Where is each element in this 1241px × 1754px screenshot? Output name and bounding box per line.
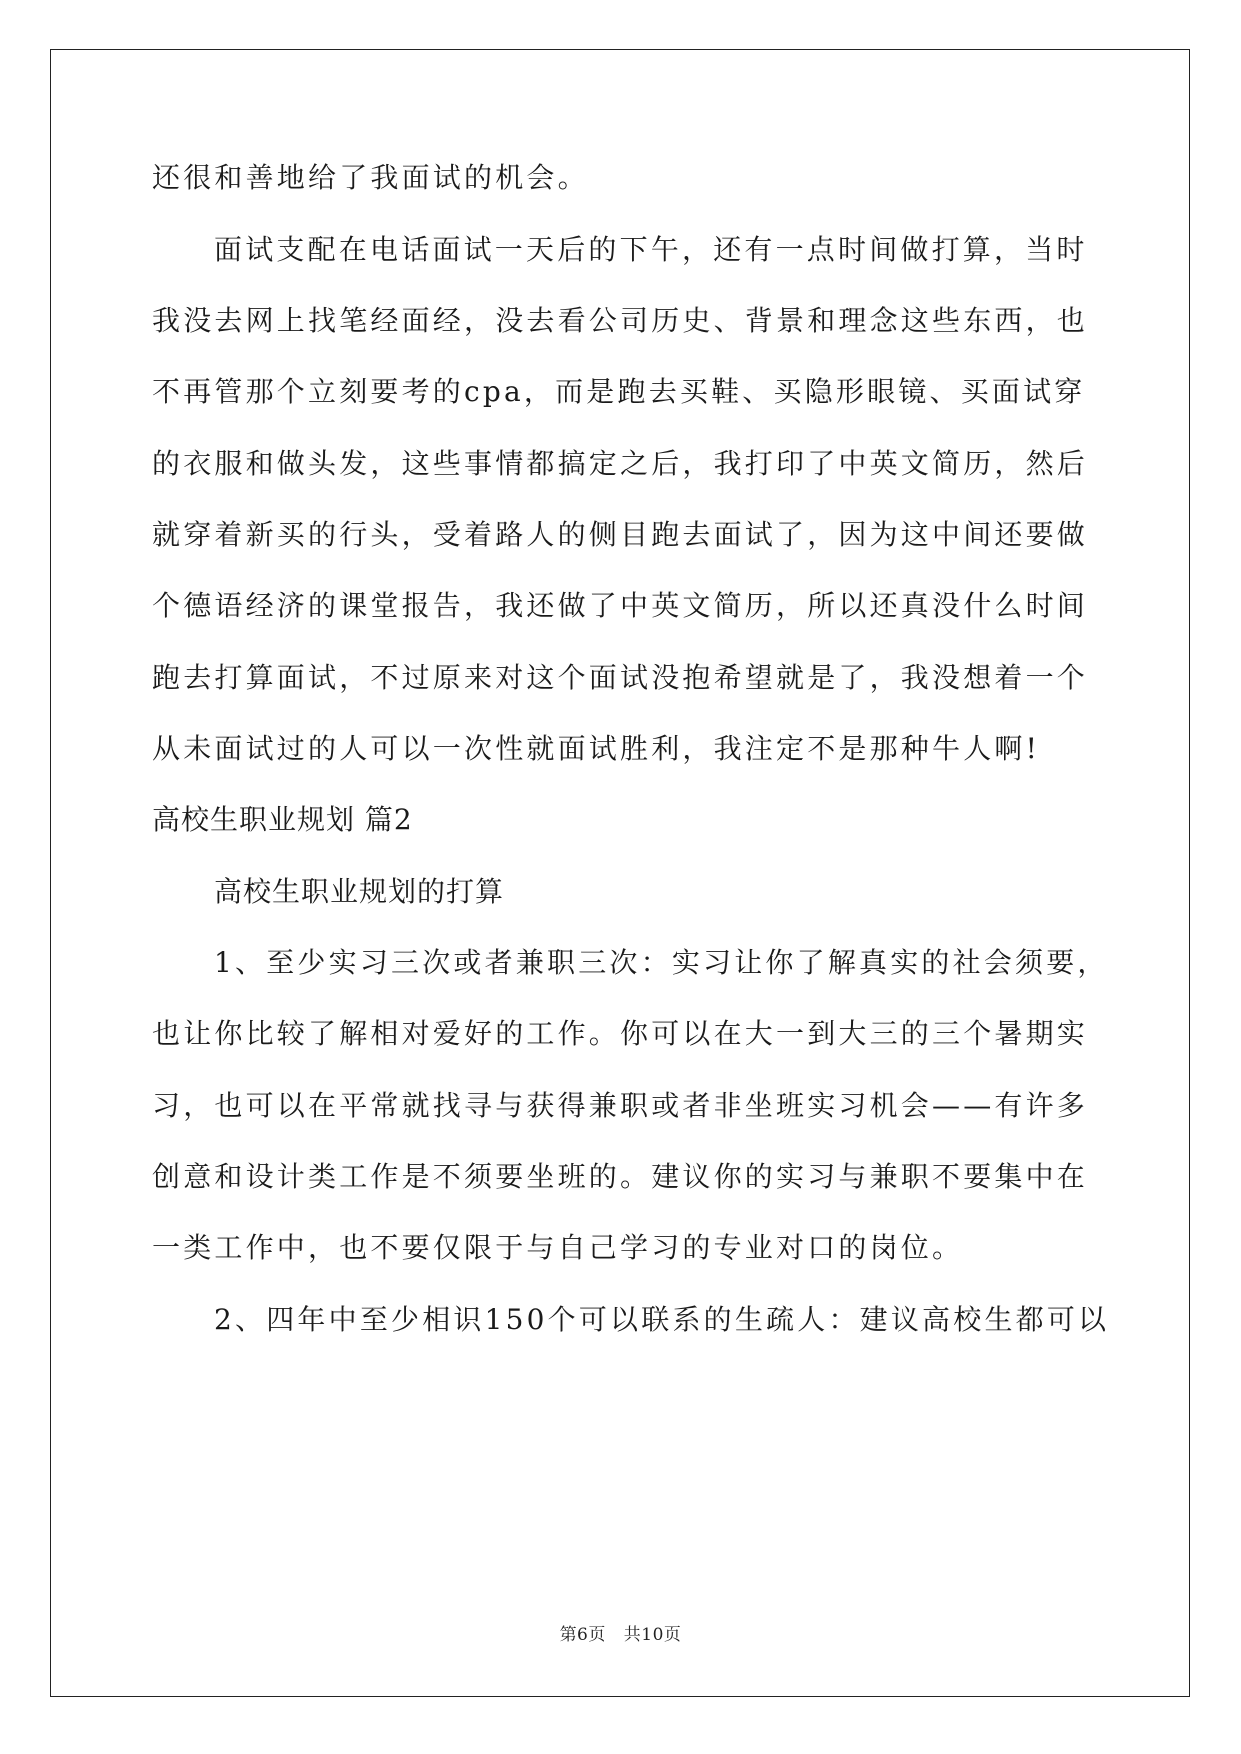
section-heading: 高校生职业规划 篇2 — [152, 803, 413, 836]
page-total: 共10页 — [623, 1625, 682, 1645]
text-line: 1、至少实习三次或者兼职三次：实习让你了解真实的社会须要， — [214, 946, 1109, 979]
text-line: 从未面试过的人可以一次性就面试胜利，我注定不是那种牛人啊! — [152, 732, 1041, 765]
text-line: 跑去打算面试，不过原来对这个面试没抱希望就是了，我没想着一个 — [152, 661, 1089, 694]
text-line: 还很和善地给了我面试的机会。 — [152, 161, 589, 194]
text-line: 的衣服和做头发，这些事情都搞定之后，我打印了中英文简历，然后 — [152, 447, 1089, 480]
text-line: 一类工作中，也不要仅限于与自己学习的专业对口的岗位。 — [152, 1231, 964, 1264]
text-line: 习，也可以在平常就找寻与获得兼职或者非坐班实习机会——有许多 — [152, 1089, 1089, 1122]
page-number: 第6页 — [559, 1625, 606, 1645]
page-footer — [0, 1620, 1241, 1645]
text-line: 不再管那个立刻要考的cpa，而是跑去买鞋、买隐形眼镜、买面试穿 — [152, 375, 1086, 408]
text-line: 也让你比较了解相对爱好的工作。你可以在大一到大三的三个暑期实 — [152, 1017, 1089, 1050]
sub-heading: 高校生职业规划的打算 — [214, 875, 505, 908]
text-line: 面试支配在电话面试一天后的下午，还有一点时间做打算，当时 — [214, 233, 1088, 266]
text-line: 个德语经济的课堂报告，我还做了中英文简历，所以还真没什么时间 — [152, 589, 1089, 622]
text-line: 创意和设计类工作是不须要坐班的。建议你的实习与兼职不要集中在 — [152, 1160, 1089, 1193]
text-line: 就穿着新买的行头，受着路人的侧目跑去面试了，因为这中间还要做 — [152, 518, 1089, 551]
text-line: 我没去网上找笔经面经，没去看公司历史、背景和理念这些东西，也 — [152, 304, 1089, 337]
text-line: 2、四年中至少相识150个可以联系的生疏人：建议高校生都可以 — [214, 1303, 1110, 1336]
